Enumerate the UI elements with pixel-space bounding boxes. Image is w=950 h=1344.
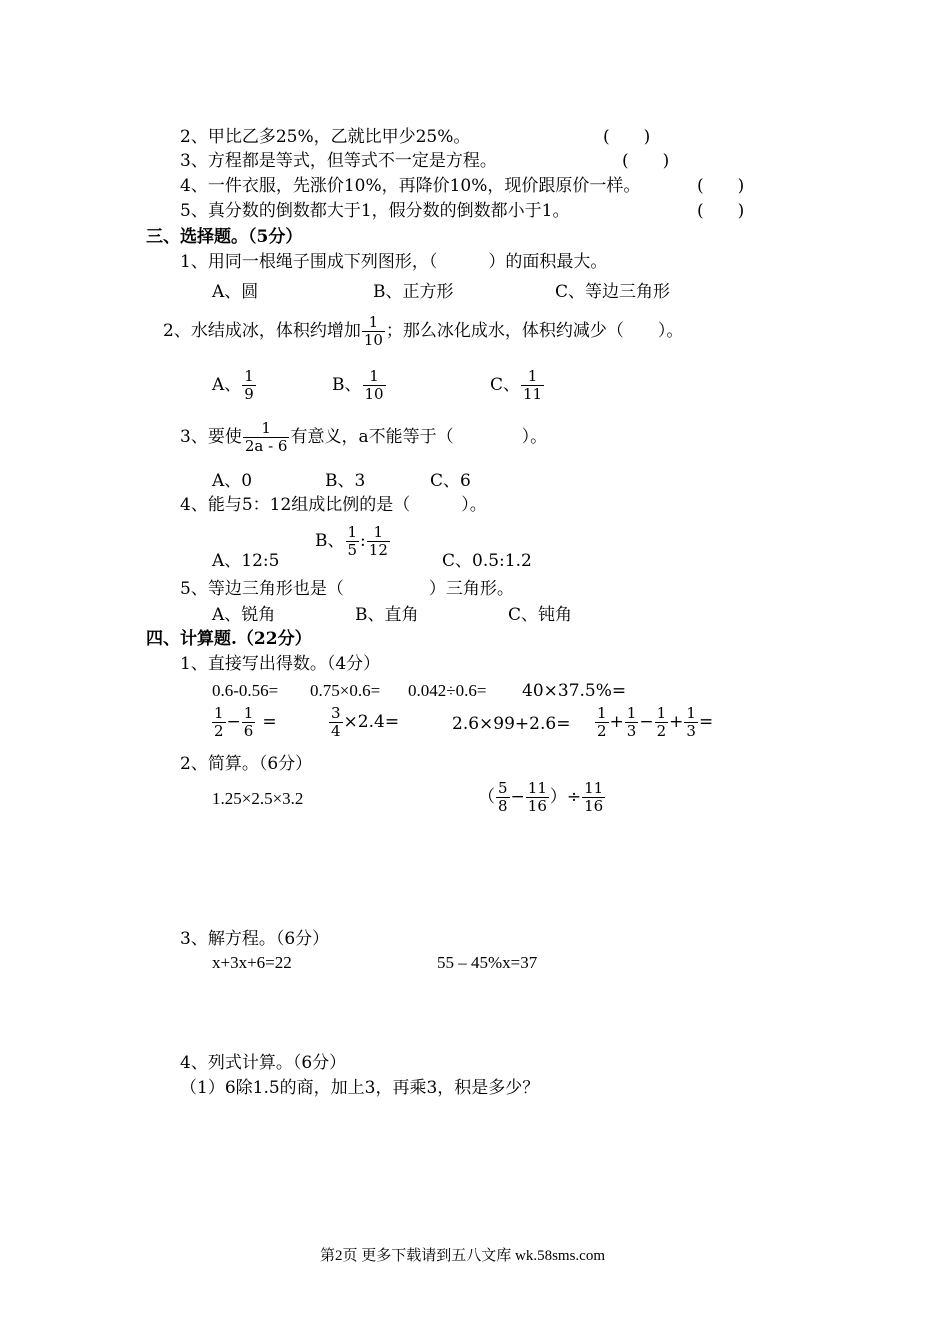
fraction: $\frac{1}{2}$ bbox=[597, 704, 607, 740]
fraction: $\frac{1}{3}$ bbox=[686, 704, 696, 740]
judge-item-4: 4、一件衣服，先涨价10%，再降价10%，现价跟原价一样。 bbox=[180, 176, 641, 196]
fraction: $\frac{11}{16}$ bbox=[584, 779, 604, 815]
answer-blank[interactable]: ( ) bbox=[697, 201, 745, 221]
calc-part4-question-1: （1）6除1.5的商，加上3，再乘3，积是多少？ bbox=[180, 1078, 540, 1098]
calc-part2-title: 2、简算。（6分） bbox=[180, 754, 313, 774]
fraction: $\frac{1}{11}$ bbox=[523, 367, 543, 403]
choice-q3-option-c[interactable]: C、6 bbox=[430, 471, 471, 491]
choice-q2-option-b[interactable]: B、 $\frac{1}{10}$ bbox=[332, 367, 384, 403]
calc-expr: 1.25×2.5×3.2 bbox=[212, 789, 304, 808]
fraction: $\frac{5}{8}$ bbox=[498, 779, 508, 815]
fraction: $\frac{11}{16}$ bbox=[527, 779, 547, 815]
choice-q5-option-a[interactable]: A、锐角 bbox=[212, 605, 276, 625]
calc-expr-fraction-mul: $\frac{3}{4}$ ×2.4= bbox=[331, 704, 400, 740]
calc-part1-title: 1、直接写出得数。（4分） bbox=[180, 654, 381, 674]
fraction: $\frac{1}{5}$ bbox=[347, 523, 358, 559]
choice-q3 bbox=[180, 420, 547, 455]
calc-expr-fraction-mixed: $\frac{1}{2}$ + $\frac{1}{3}$ − $\frac{1}{2}$ + $\frac{1}{3}$ = bbox=[597, 704, 714, 740]
equation: 55 – 45%x=37 bbox=[437, 953, 538, 972]
answer-blank[interactable]: ( ) bbox=[697, 176, 745, 196]
fraction: $\frac{3}{4}$ bbox=[331, 704, 341, 740]
choice-q2-text-end: ；那么冰化成水，体积约减少（ ）。 bbox=[385, 321, 684, 341]
calc-expr: 40×37.5%= bbox=[522, 681, 627, 701]
fraction: $\frac{1}{2}$ bbox=[656, 704, 667, 740]
choice-q1-option-c[interactable]: C、等边三角形 bbox=[555, 282, 671, 302]
fraction: $\frac{1}{10}$ bbox=[363, 313, 383, 349]
answer-blank[interactable]: ( ) bbox=[622, 151, 670, 171]
page-footer: 第2页 更多下载请到五八文库 wk.58sms.com bbox=[320, 1248, 606, 1264]
choice-q3-text: 3、要使 bbox=[180, 427, 242, 447]
choice-q4: 4、能与5：12组成比例的是（ ）。 bbox=[180, 495, 487, 515]
calc-expr: 2.6×99+2.6= bbox=[452, 714, 571, 734]
choice-q2-text: 2、水结成冰，体积约增加 bbox=[163, 321, 361, 341]
choice-q5-option-c[interactable]: C、钝角 bbox=[508, 605, 573, 625]
choice-q3-option-a[interactable]: A、0 bbox=[212, 471, 253, 491]
calc-expr: 0.6-0.56= bbox=[212, 681, 279, 700]
calc-expr-fraction-sub: $\frac{1}{2}$ − $\frac{1}{6}$ = bbox=[214, 704, 277, 740]
choice-q2 bbox=[163, 314, 683, 349]
calc-part4-title: 4、列式计算。（6分） bbox=[180, 1053, 347, 1073]
choice-q4-option-b[interactable]: B、 $\frac{1}{5}$ : $\frac{1}{12}$ bbox=[315, 523, 388, 559]
choice-q1: 1、用同一根绳子围成下列图形，（ ）的面积最大。 bbox=[180, 252, 608, 272]
choice-q5: 5、等边三角形也是（ ）三角形。 bbox=[180, 579, 514, 599]
judge-item-3: 3、方程都是等式，但等式不一定是方程。 bbox=[180, 151, 497, 171]
fraction: $\frac{1}{10}$ bbox=[364, 367, 384, 403]
fraction: $\frac{1}{9}$ bbox=[244, 367, 254, 403]
choice-q1-option-b[interactable]: B、正方形 bbox=[373, 282, 454, 302]
choice-q4-option-c[interactable]: C、0.5:1.2 bbox=[442, 551, 532, 571]
fraction: $\frac{1}{6}$ bbox=[243, 704, 254, 740]
fraction: $\frac{1}{2a - 6}$ bbox=[244, 419, 288, 455]
judge-item-2: 2、甲比乙多25%，乙就比甲少25%。 bbox=[180, 127, 471, 147]
fraction: $\frac{1}{2}$ bbox=[214, 704, 224, 740]
choice-q1-option-a[interactable]: A、圆 bbox=[212, 282, 259, 302]
calc-expr: 0.042÷0.6= bbox=[408, 681, 487, 700]
section-title-choice: 三、选择题。（5分） bbox=[146, 227, 303, 247]
judge-item-5: 5、真分数的倒数都大于1，假分数的倒数都小于1。 bbox=[180, 201, 570, 221]
choice-q3-option-b[interactable]: B、3 bbox=[325, 471, 366, 491]
choice-q2-option-c[interactable]: C、 $\frac{1}{11}$ bbox=[490, 367, 543, 403]
calc-expr: 0.75×0.6= bbox=[310, 681, 381, 700]
choice-q2-option-a[interactable]: A、 $\frac{1}{9}$ bbox=[212, 367, 254, 403]
calc-expr-fraction-div: （ $\frac{5}{8}$ − $\frac{11}{16}$ ）÷ $\frac{11}{16}$ bbox=[478, 779, 604, 815]
choice-q4-option-a[interactable]: A、12:5 bbox=[212, 551, 280, 571]
calc-part3-title: 3、解方程。（6分） bbox=[180, 929, 330, 949]
fraction: $\frac{1}{3}$ bbox=[626, 704, 637, 740]
choice-q3-text-end: 有意义，a不能等于（ ）。 bbox=[290, 427, 548, 447]
answer-blank[interactable]: ( ) bbox=[603, 127, 651, 147]
equation: x+3x+6=22 bbox=[212, 953, 292, 972]
section-title-calc: 四、计算题.（22分） bbox=[146, 629, 312, 649]
choice-q5-option-b[interactable]: B、直角 bbox=[355, 605, 419, 625]
fraction: $\frac{1}{12}$ bbox=[368, 523, 388, 559]
